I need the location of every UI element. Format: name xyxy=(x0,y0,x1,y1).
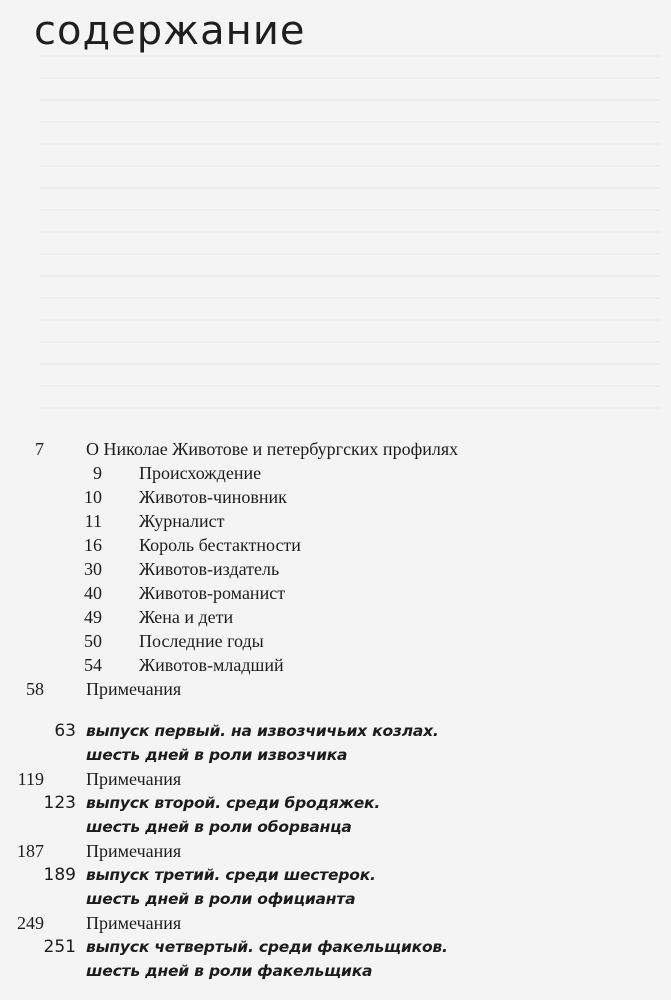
entry-title: Жена и дети xyxy=(139,607,234,627)
page-number: 251 xyxy=(43,937,76,957)
toc-part-3 xyxy=(0,863,671,911)
spacer xyxy=(0,701,671,719)
part-subtitle: шесть дней в роли факельщика xyxy=(86,962,373,980)
page-number: 11 xyxy=(84,511,102,531)
entry-title: Животов-издатель xyxy=(139,559,280,579)
entry-title: Примечания xyxy=(86,913,182,933)
toc-subentry xyxy=(0,557,671,581)
page-number: 49 xyxy=(84,607,102,627)
page-number: 16 xyxy=(84,535,102,555)
page-number: 249 xyxy=(17,913,44,933)
toc-entry-notes xyxy=(0,767,671,791)
page-number: 9 xyxy=(93,463,102,483)
part-subtitle: шесть дней в роли извозчика xyxy=(86,746,348,764)
part-title: выпуск первый. на извозчичьих козлах. xyxy=(86,722,439,740)
page-number: 30 xyxy=(84,559,102,579)
entry-title: Животов-чиновник xyxy=(139,487,287,507)
entry-title: Примечания xyxy=(86,769,182,789)
entry-title: Животов-романист xyxy=(139,583,286,603)
page-number: 189 xyxy=(43,865,76,885)
toc-subentry xyxy=(0,461,671,485)
page-number: 50 xyxy=(84,631,102,651)
entry-title: Последние годы xyxy=(139,631,264,651)
toc-subentry xyxy=(0,533,671,557)
show-through-text xyxy=(40,55,660,415)
toc-part-1 xyxy=(0,719,671,767)
part-subtitle: шесть дней в роли официанта xyxy=(86,890,356,908)
entry-title: Примечания xyxy=(86,679,182,699)
toc-part-2 xyxy=(0,791,671,839)
toc-entry-notes xyxy=(0,911,671,935)
table-of-contents xyxy=(0,437,671,983)
part-subtitle: шесть дней в роли оборванца xyxy=(86,818,352,836)
part-title: выпуск второй. среди бродяжек. xyxy=(86,794,381,812)
toc-entry-intro xyxy=(0,437,671,461)
toc-subentry xyxy=(0,509,671,533)
page-title: содержание xyxy=(34,8,306,54)
entry-title: Животов-младший xyxy=(139,655,284,675)
page-number: 58 xyxy=(26,679,44,699)
toc-subentry xyxy=(0,581,671,605)
page-number: 54 xyxy=(84,655,102,675)
toc-entry-notes xyxy=(0,677,671,701)
toc-subentry xyxy=(0,485,671,509)
page-number: 123 xyxy=(43,793,76,813)
part-title: выпуск третий. среди шестерок. xyxy=(86,866,376,884)
page-number: 7 xyxy=(35,439,44,459)
toc-entry-notes xyxy=(0,839,671,863)
entry-title: О Николае Животове и петербургских профилях xyxy=(86,439,459,459)
page-number: 63 xyxy=(54,721,76,741)
entry-title: Происхождение xyxy=(139,463,262,483)
page-number: 10 xyxy=(84,487,102,507)
toc-subentry xyxy=(0,653,671,677)
page-number: 40 xyxy=(84,583,102,603)
toc-part-4 xyxy=(0,935,671,983)
part-title: выпуск четвертый. среди факельщиков. xyxy=(86,938,448,956)
toc-subentry xyxy=(0,629,671,653)
page-number: 119 xyxy=(17,769,44,789)
toc-subentry xyxy=(0,605,671,629)
entry-title: Король бестактности xyxy=(139,535,301,555)
entry-title: Журналист xyxy=(139,511,225,531)
entry-title: Примечания xyxy=(86,841,182,861)
page-number: 187 xyxy=(17,841,44,861)
